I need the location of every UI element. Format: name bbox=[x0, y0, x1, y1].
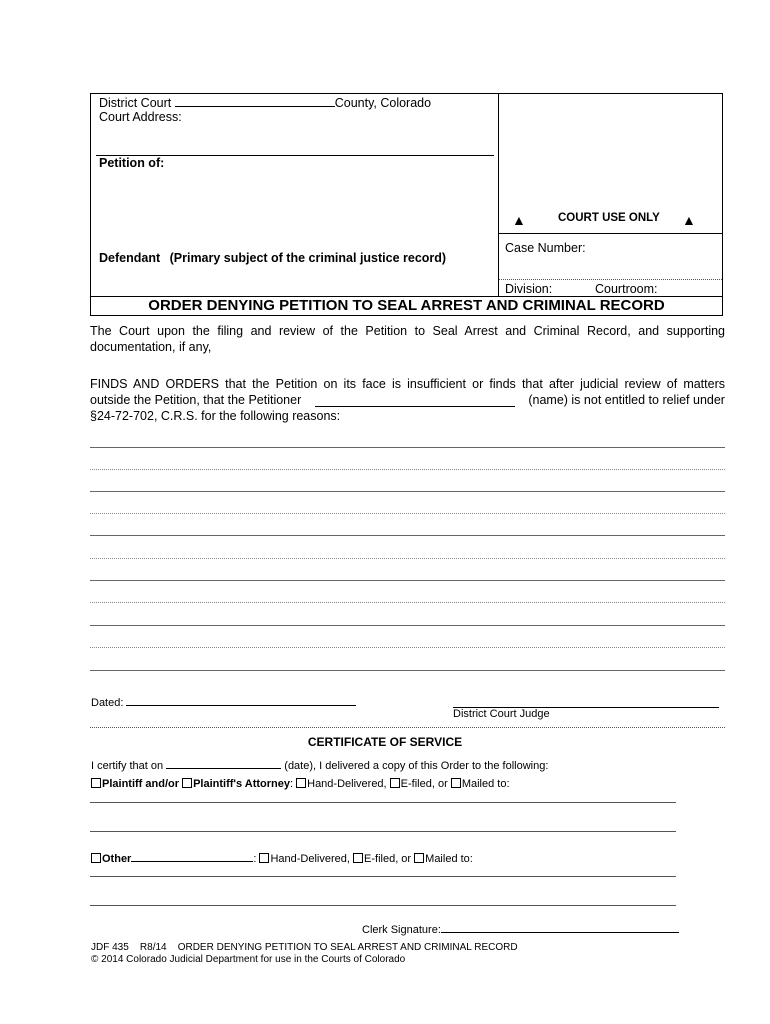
finds-orders-paragraph bbox=[90, 376, 725, 424]
plaintiff-address-line[interactable] bbox=[90, 831, 676, 832]
reason-line[interactable] bbox=[90, 580, 725, 581]
petition-of-label: Petition of: bbox=[99, 156, 165, 170]
other-hand-delivered-checkbox[interactable] bbox=[259, 853, 269, 863]
mailed-checkbox[interactable] bbox=[451, 778, 461, 788]
finds-orders-line-3: §24-72-702, C.R.S. for the following reasons: bbox=[90, 409, 341, 423]
division-label: Division: bbox=[505, 282, 553, 296]
reason-line[interactable] bbox=[90, 447, 725, 448]
reason-line[interactable] bbox=[90, 625, 725, 626]
clerk-signature-label: Clerk Signature: bbox=[362, 924, 441, 936]
other-hand-delivered-label: Hand-Delivered, bbox=[270, 853, 350, 865]
other-checkbox[interactable] bbox=[91, 853, 101, 863]
reason-line[interactable] bbox=[90, 670, 725, 671]
order-title: ORDER DENYING PETITION TO SEAL ARREST AND CRIMINAL RECORD bbox=[90, 297, 723, 316]
section-divider bbox=[90, 727, 725, 728]
caption-left bbox=[91, 94, 499, 296]
hand-delivered-label: Hand-Delivered, bbox=[307, 778, 387, 790]
case-number-divider bbox=[499, 233, 722, 234]
finds-orders-line-1: FINDS AND ORDERS that the Petition on its face is insufficient or finds that after judicial review of matters bbox=[90, 377, 725, 391]
triangle-left-icon: ▲ bbox=[512, 212, 526, 228]
dated-line bbox=[91, 694, 356, 709]
defendant-line bbox=[99, 251, 446, 265]
case-number-label: Case Number: bbox=[505, 241, 586, 255]
other-efiled-label: E-filed, or bbox=[364, 853, 412, 865]
other-line: Other : Hand-Delivered, E-filed, or Mailed to: bbox=[91, 850, 473, 865]
certify-label-a: I certify that on bbox=[91, 760, 164, 772]
efiled-checkbox[interactable] bbox=[390, 778, 400, 788]
mailed-label: Mailed to: bbox=[461, 778, 510, 790]
plaintiff-line: Plaintiff and/or Plaintiff's Attorney: Hand-Delivered, E-filed, or Mailed to: bbox=[91, 778, 510, 790]
clerk-signature-line bbox=[362, 921, 679, 936]
plaintiff-attorney-checkbox[interactable] bbox=[182, 778, 192, 788]
certify-line bbox=[91, 757, 548, 772]
reason-line[interactable] bbox=[90, 647, 725, 648]
reason-line[interactable] bbox=[90, 602, 725, 603]
certificate-heading: CERTIFICATE OF SERVICE bbox=[307, 735, 463, 749]
service-date-field[interactable] bbox=[166, 757, 281, 769]
caption-right bbox=[499, 94, 722, 296]
certify-label-b: (date), I delivered a copy of this Order to the following: bbox=[284, 760, 549, 772]
reason-line[interactable] bbox=[90, 558, 725, 559]
other-mailed-label: Mailed to: bbox=[425, 853, 473, 865]
other-mailed-checkbox[interactable] bbox=[414, 853, 424, 863]
footer-copyright: © 2014 Colorado Judicial Department for use in the Courts of Colorado bbox=[91, 954, 406, 965]
reason-line[interactable] bbox=[90, 535, 725, 536]
other-address-line[interactable] bbox=[90, 905, 676, 906]
petitioner-name-field[interactable] bbox=[315, 395, 515, 407]
dated-label: Dated: bbox=[91, 697, 124, 709]
reason-line[interactable] bbox=[90, 491, 725, 492]
county-label: County, Colorado bbox=[334, 96, 432, 110]
other-name-field[interactable] bbox=[131, 850, 253, 862]
petitioner-label: outside the Petition, that the Petitioner bbox=[90, 393, 302, 407]
reason-line[interactable] bbox=[90, 469, 725, 470]
district-court-line bbox=[99, 95, 431, 110]
court-address-label: Court Address: bbox=[99, 110, 182, 124]
clerk-signature-field[interactable] bbox=[441, 921, 679, 933]
court-finding-paragraph: The Court upon the filing and review of the Petition to Seal Arrest and Criminal Record, and supporting documentation, if any, bbox=[90, 324, 725, 354]
plaintiff-label: Plaintiff and/or bbox=[102, 778, 179, 790]
court-use-only-label: COURT USE ONLY bbox=[558, 212, 660, 224]
defendant-note: (Primary subject of the criminal justice record) bbox=[169, 251, 447, 265]
district-court-label: District Court bbox=[99, 96, 172, 110]
efiled-label: E-filed, or bbox=[400, 778, 448, 790]
division-divider bbox=[499, 279, 722, 280]
dated-field[interactable] bbox=[126, 694, 356, 706]
courtroom-label: Courtroom: bbox=[595, 282, 658, 296]
footer-form-id: JDF 435 R8/14 ORDER DENYING PETITION TO SEAL ARREST AND CRIMINAL RECORD bbox=[91, 942, 518, 953]
hand-delivered-checkbox[interactable] bbox=[296, 778, 306, 788]
judge-label: District Court Judge bbox=[453, 708, 550, 720]
other-efiled-checkbox[interactable] bbox=[353, 853, 363, 863]
not-entitled-text: (name) is not entitled to relief under bbox=[528, 393, 725, 407]
finds-orders-line-2 bbox=[90, 392, 725, 408]
defendant-label: Defendant bbox=[99, 251, 161, 265]
plaintiff-attorney-label: Plaintiff's Attorney bbox=[193, 778, 290, 790]
triangle-right-icon: ▲ bbox=[682, 212, 696, 228]
reason-line[interactable] bbox=[90, 513, 725, 514]
county-name-field[interactable] bbox=[175, 95, 335, 107]
plaintiff-address-line[interactable] bbox=[90, 802, 676, 803]
other-address-line[interactable] bbox=[90, 876, 676, 877]
other-label: Other bbox=[102, 853, 132, 865]
caption-box bbox=[90, 93, 723, 297]
plaintiff-checkbox[interactable] bbox=[91, 778, 101, 788]
